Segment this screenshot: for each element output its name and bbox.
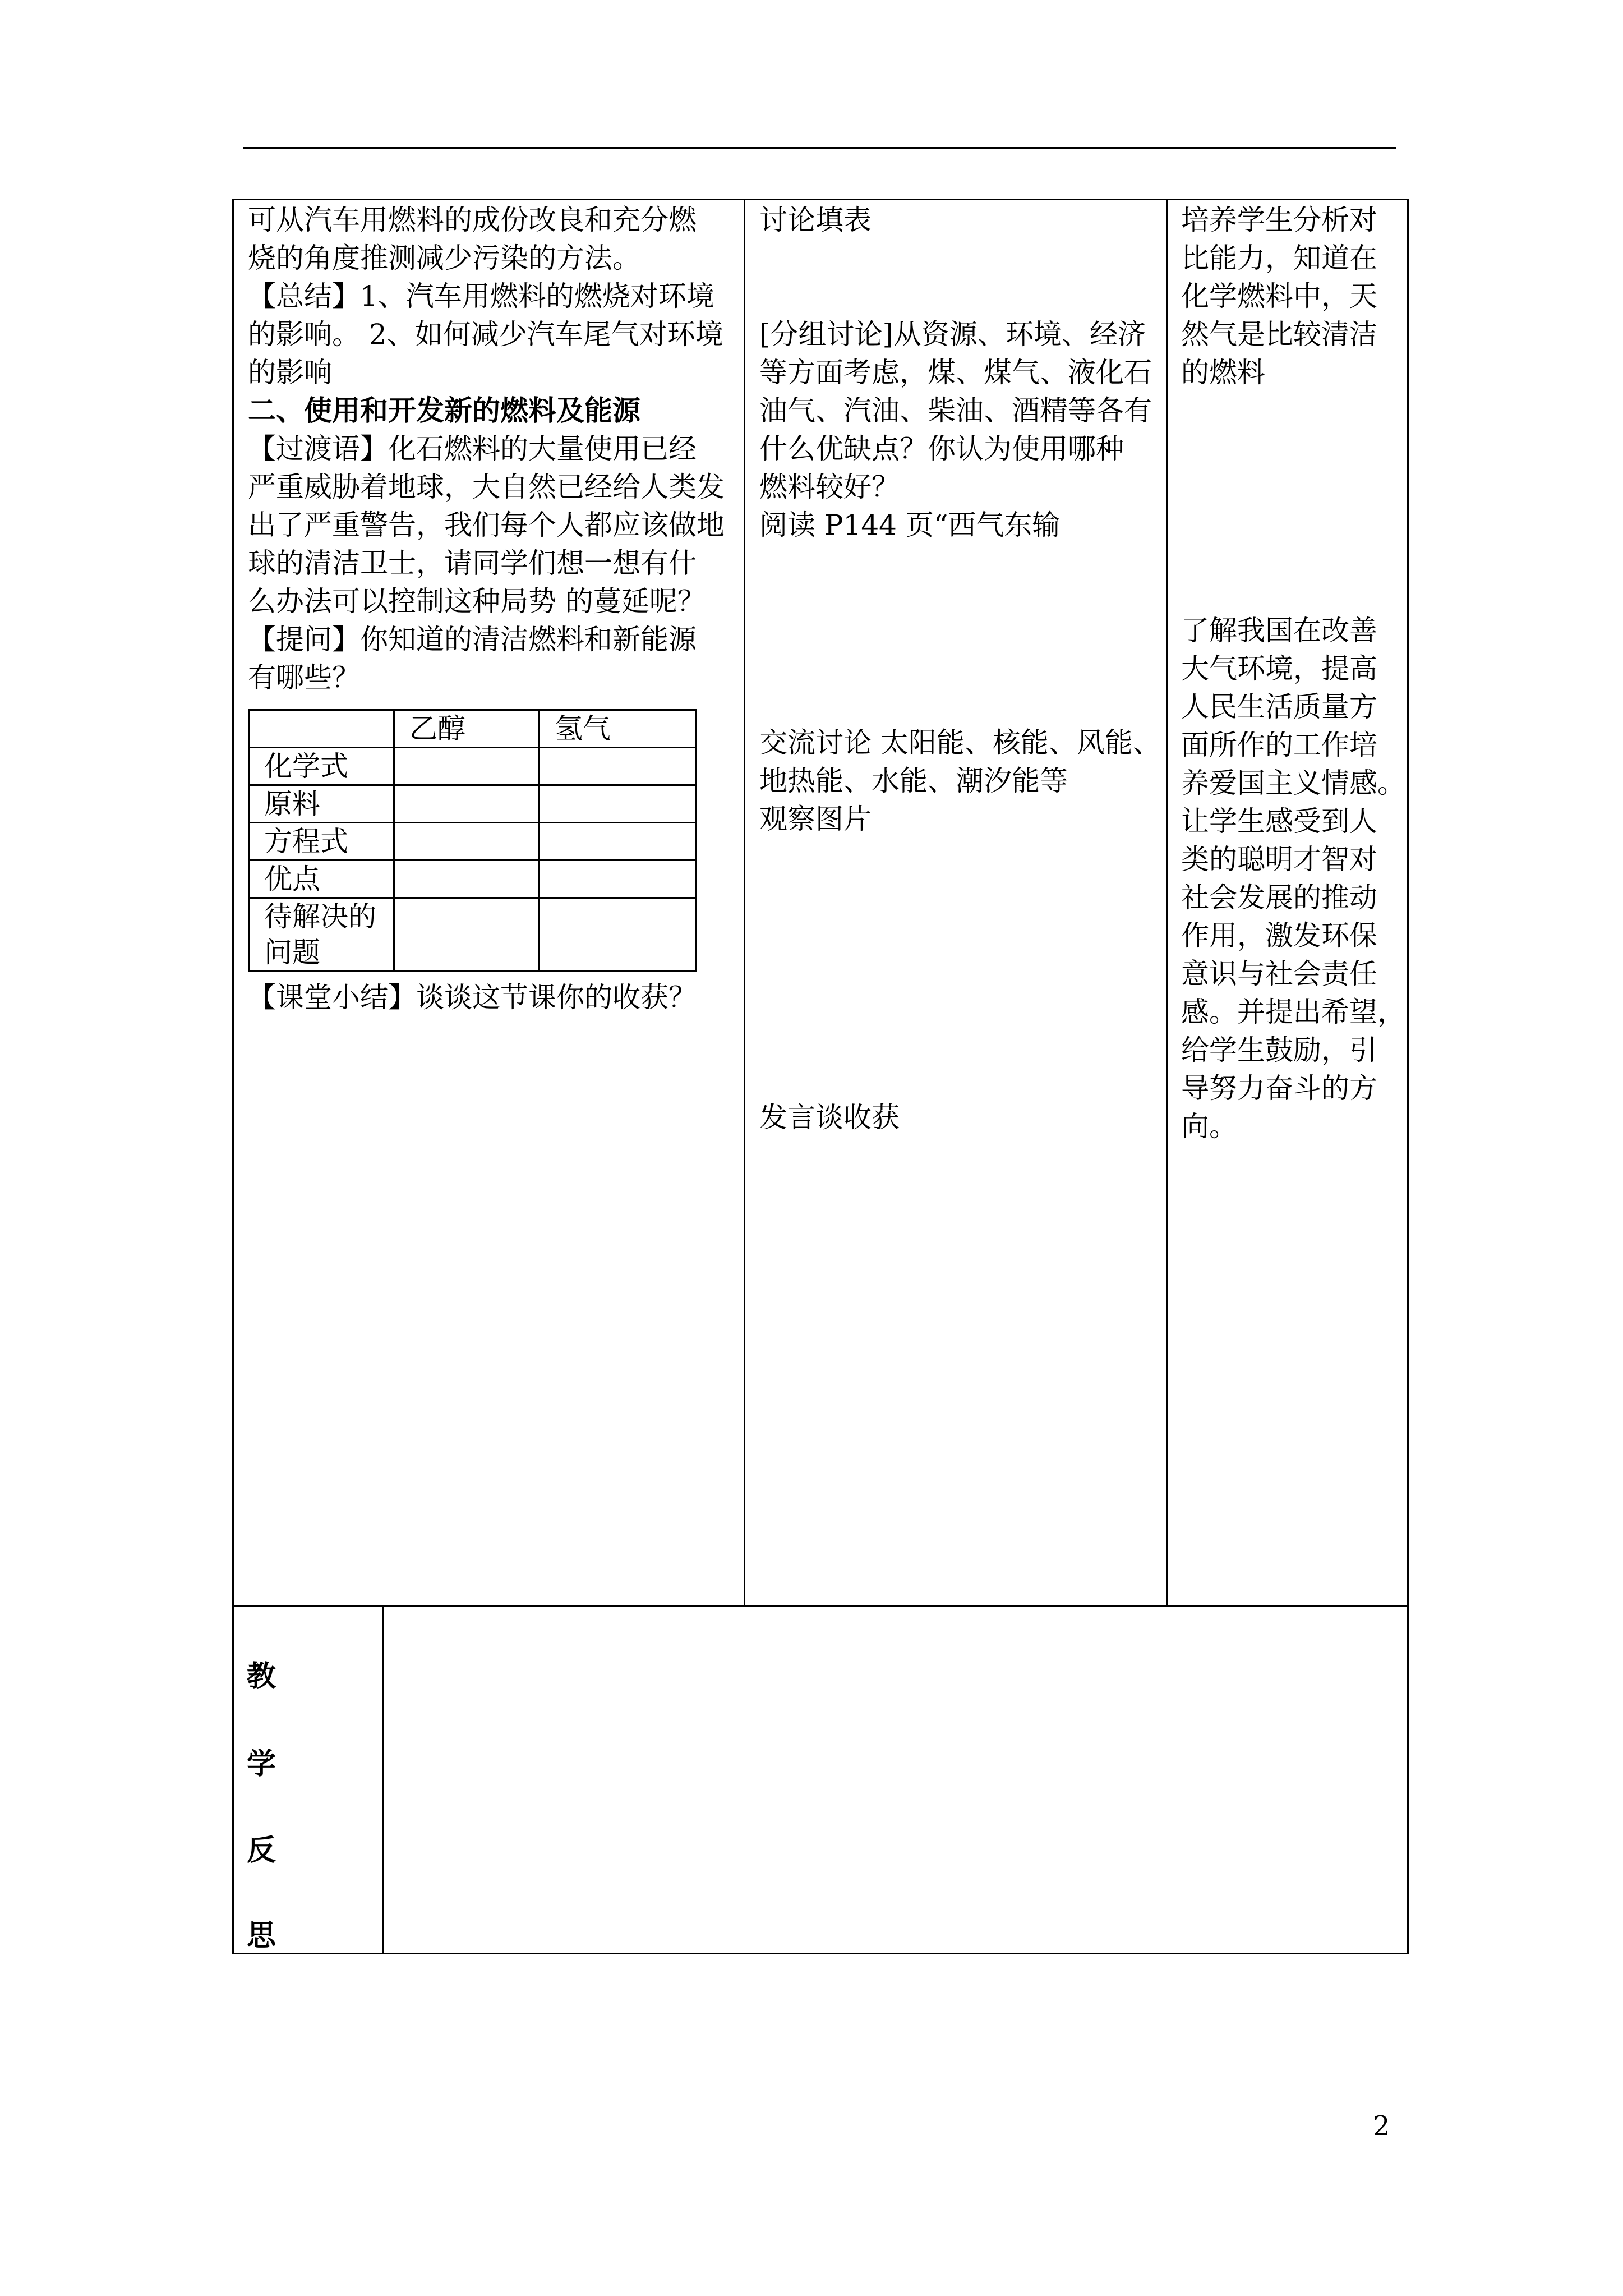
col3-line: 类的聪明才智对 <box>1181 843 1377 876</box>
col1-line: 【过渡语】化石燃料的大量使用已经 <box>248 432 697 465</box>
table-cell <box>394 823 540 861</box>
reflection-label-char: 反 <box>247 1833 276 1867</box>
col3-line: 社会发展的推动 <box>1181 881 1377 914</box>
col3-line: 养爱国主义情感。 <box>1181 767 1405 799</box>
reflection-label-char: 思 <box>247 1918 276 1953</box>
col2-line: 交流讨论 太阳能、核能、风能、 <box>759 726 1161 759</box>
col3-line: 导努力奋斗的方 <box>1181 1072 1377 1105</box>
col1-line: 【总结】1、汽车用燃料的燃烧对环境 <box>248 280 714 312</box>
col3-line: 向。 <box>1181 1110 1237 1143</box>
col3-line: 给学生鼓励，引 <box>1181 1034 1377 1066</box>
col3-line: 了解我国在改善 <box>1181 614 1377 647</box>
col1-line: 出了严重警告，我们每个人都应该做地 <box>248 509 725 541</box>
col2-line: 讨论填表 <box>759 204 872 236</box>
table-row <box>249 861 696 898</box>
reflection-content <box>393 1616 1396 1941</box>
table-cell <box>394 861 540 898</box>
table-header-row <box>249 710 696 748</box>
col3-line: 人民生活质量方 <box>1181 691 1377 723</box>
column-divider-2 <box>1166 199 1168 1607</box>
col3-line: 然气是比较清洁 <box>1181 318 1377 351</box>
col2-line: 发言谈收获 <box>759 1101 900 1134</box>
reflection-label-divider <box>382 1605 384 1954</box>
col1-line: 【提问】你知道的清洁燃料和新能源 <box>248 623 697 656</box>
table-row <box>249 785 696 823</box>
table-header-cell: 乙醇 <box>394 710 540 748</box>
col2-line: 阅读 P144 页“西气东输 <box>759 509 1061 541</box>
col2-line: 观察图片 <box>759 803 872 835</box>
col3-line: 化学燃料中，天 <box>1181 280 1377 312</box>
col2-line: [分组讨论]从资源、环境、经济 <box>759 318 1146 351</box>
reflection-row-divider <box>232 1605 1409 1607</box>
col1-line: 的影响。 2、如何减少汽车尾气对环境 <box>248 318 723 351</box>
col2-line: 燃料较好？ <box>759 471 900 503</box>
col3-line: 作用，激发环保 <box>1181 919 1377 952</box>
table-cell <box>540 785 696 823</box>
student-activity-column <box>759 201 1163 544</box>
section-heading: 二、使用和开发新的燃料及能源 <box>248 394 640 427</box>
col2-line: 等方面考虑，煤、煤气、液化石 <box>759 356 1152 389</box>
col2-line: 什么优缺点？你认为使用哪种 <box>759 432 1124 465</box>
table-row <box>249 748 696 785</box>
col3-line: 让学生感受到人 <box>1181 805 1377 838</box>
table-cell <box>540 748 696 785</box>
col3-line: 大气环境，提高 <box>1181 652 1377 685</box>
table-cell <box>394 785 540 823</box>
col1-line: 球的清洁卫士，请同学们想一想有什 <box>248 547 697 579</box>
exchange-discussion <box>759 724 1163 838</box>
table-cell <box>540 861 696 898</box>
col3-line: 意识与社会责任 <box>1181 958 1377 990</box>
class-summary-text: 【课堂小结】谈谈这节课你的收获？ <box>248 981 697 1014</box>
table-cell <box>540 898 696 972</box>
reflection-label-char: 教 <box>247 1659 276 1694</box>
col3-line: 培养学生分析对 <box>1181 204 1377 236</box>
speak-harvest <box>759 1098 1163 1137</box>
col1-line: 有哪些？ <box>248 661 360 694</box>
page-number: 2 <box>1373 2110 1390 2142</box>
teacher-activity-column <box>248 201 741 697</box>
col1-line: 么办法可以控制这种局势 的蔓延呢？ <box>248 585 706 618</box>
column-divider-1 <box>744 199 745 1607</box>
col1-line: 的影响 <box>248 356 332 389</box>
table-row <box>249 823 696 861</box>
table-header-cell <box>249 710 394 748</box>
col2-line: 地热能、水能、潮汐能等 <box>759 765 1068 797</box>
col2-line: 油气、汽油、柴油、酒精等各有 <box>759 394 1152 427</box>
table-cell <box>394 748 540 785</box>
design-intent-goal2 <box>1181 611 1405 1145</box>
header-rule <box>243 147 1396 149</box>
row-label: 方程式 <box>249 823 394 861</box>
col1-line: 可从汽车用燃料的成份改良和充分燃 <box>248 204 697 236</box>
reflection-label-char: 学 <box>247 1747 276 1781</box>
col1-line: 严重威胁着地球，大自然已经给人类发 <box>248 471 725 503</box>
class-summary <box>248 978 741 1016</box>
fuel-comparison-table <box>248 709 697 972</box>
row-label: 待解决的 问题 <box>249 898 394 972</box>
table-header-cell: 氢气 <box>540 710 696 748</box>
col1-line: 烧的角度推测减少污染的方法。 <box>248 242 640 274</box>
table-cell <box>540 823 696 861</box>
table-row <box>249 898 696 972</box>
design-intent-column <box>1181 201 1405 392</box>
col3-line: 的燃料 <box>1181 356 1265 389</box>
row-label: 化学式 <box>249 748 394 785</box>
col3-line: 感。并提出希望， <box>1181 996 1405 1028</box>
table-cell <box>394 898 540 972</box>
row-label: 原料 <box>249 785 394 823</box>
col3-line: 比能力，知道在 <box>1181 242 1377 274</box>
row-label: 优点 <box>249 861 394 898</box>
col3-line: 面所作的工作培 <box>1181 729 1377 761</box>
